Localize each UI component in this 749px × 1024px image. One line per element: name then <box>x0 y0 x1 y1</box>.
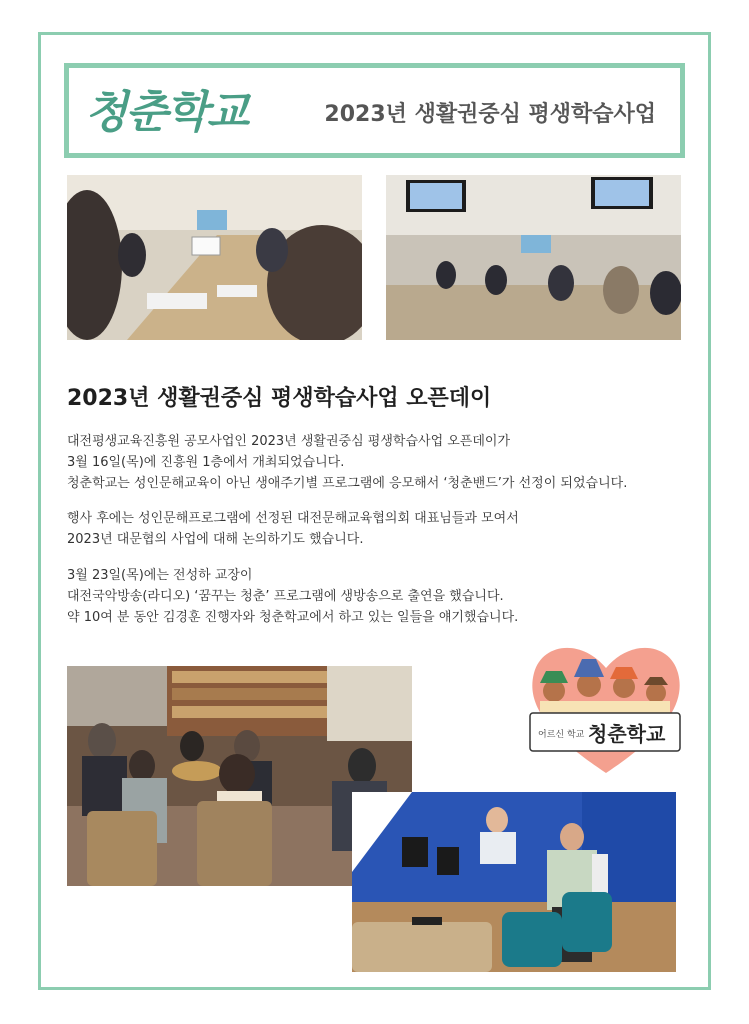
paragraph-3 <box>67 565 518 628</box>
paragraph-line: 3월 16일(목)에 진흥원 1층에서 개최되었습니다. <box>67 455 345 470</box>
school-logo: 청춘학교 <box>85 87 248 138</box>
badge-text: 청춘학교 <box>588 722 666 746</box>
paragraph-line: 청춘학교는 성인문해교육이 아닌 생애주기별 프로그램에 응모해서 ‘청춘밴드’가 선정이 되었습니다. <box>67 476 628 491</box>
article-headline: 2023년 생활권중심 평생학습사업 오픈데이 <box>67 386 492 411</box>
header-banner <box>64 63 685 158</box>
paragraph-1 <box>67 431 627 494</box>
meeting-photo-left <box>67 175 362 340</box>
paragraph-line: 약 10여 분 동안 김경훈 진행자와 청춘학교에서 하고 있는 일들을 얘기했습니다. <box>67 610 519 625</box>
meeting-photo-right <box>386 175 681 340</box>
paragraph-line: 대전평생교육진흥원 공모사업인 2023년 생활권중심 평생학습사업 오픈데이가 <box>67 434 511 449</box>
paragraph-line: 2023년 대문협의 사업에 대해 논의하기도 했습니다. <box>67 532 364 547</box>
school-mascot-badge <box>526 633 686 778</box>
paragraph-line: 행사 후에는 성인문해프로그램에 선정된 대전문해교육협의회 대표님들과 모여서 <box>67 511 519 526</box>
paragraph-line: 대전국악방송(라디오) ‘꿈꾸는 청춘’ 프로그램에 생방송으로 출연을 했습니다. <box>67 589 504 604</box>
paragraph-line: 3월 23일(목)에는 전성하 교장이 <box>67 568 253 583</box>
paragraph-2 <box>67 508 519 550</box>
radio-studio-photo <box>352 792 676 972</box>
banner-title: 2023년 생활권중심 평생학습사업 <box>324 102 656 127</box>
badge-small-text: 어르신 학교 <box>538 730 585 740</box>
